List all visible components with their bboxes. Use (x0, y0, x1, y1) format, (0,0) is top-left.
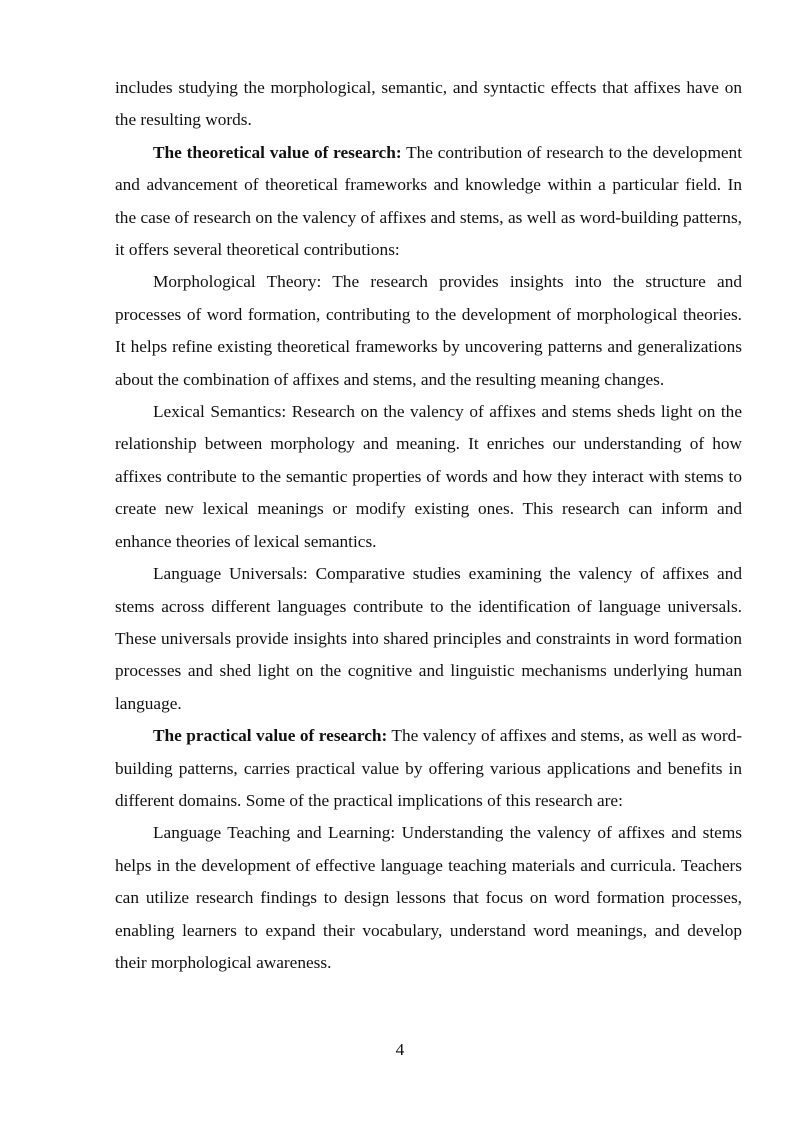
paragraph-theoretical-value (115, 137, 742, 267)
page-number: 4 (395, 1040, 405, 1059)
paragraph-text: Language Teaching and Learning: Understanding the valency of affixes and stems helps in the development of effective language teaching materials and curricula. Teachers can utilize research findings to design lessons that focus on word formation processes, enabling learners to expand their vocabulary, understand word meanings, and develop their morphological awareness. (115, 823, 742, 972)
theoretical-value-heading: The theoretical value of research: (153, 142, 402, 162)
practical-value-heading: The practical value of research: (153, 726, 388, 746)
paragraph-text: Lexical Semantics: Research on the valency of affixes and stems sheds light on the relationship between morphology and meaning. It enriches our understanding of how affixes contribute to the semantic properties of words and how they interact with stems to create new lexical meanings or modify existing ones. This research can inform and enhance theories of lexical semantics. (115, 402, 742, 551)
body-text (115, 72, 742, 979)
paragraph-language-teaching (115, 817, 742, 979)
paragraph-text: The valency of affixes and stems, as well as word-building patterns, carries practical value by offering various applications and benefits in different domains. Some of the practical implications of this research are: (115, 726, 742, 810)
paragraph-practical-value (115, 720, 742, 817)
paragraph-text: includes studying the morphological, semantic, and syntactic effects that affixes have on the resulting words. (115, 78, 742, 130)
paragraph-language-universals (115, 558, 742, 720)
paragraph-lexical-semantics (115, 396, 742, 558)
paragraph-morphological-theory (115, 266, 742, 396)
paragraph-continuation (115, 72, 742, 137)
paragraph-text: Language Universals: Comparative studies examining the valency of affixes and stems across different languages contribute to the identification of language universals. These universals provide insights into shared principles and constraints in word formation processes and shed light on the cognitive and linguistic mechanisms underlying human language. (115, 564, 742, 713)
paragraph-text: Morphological Theory: The research provides insights into the structure and processes of word formation, contributing to the development of morphological theories. It helps refine existing theoretical frameworks by uncovering patterns and generalizations about the combination of affixes and stems, and the resulting meaning changes. (115, 272, 742, 389)
paragraph-text: The contribution of research to the development and advancement of theoretical frameworks and knowledge within a particular field. In the case of research on the valency of affixes and stems, as well as word-building patterns, it offers several theoretical contributions: (115, 142, 742, 260)
